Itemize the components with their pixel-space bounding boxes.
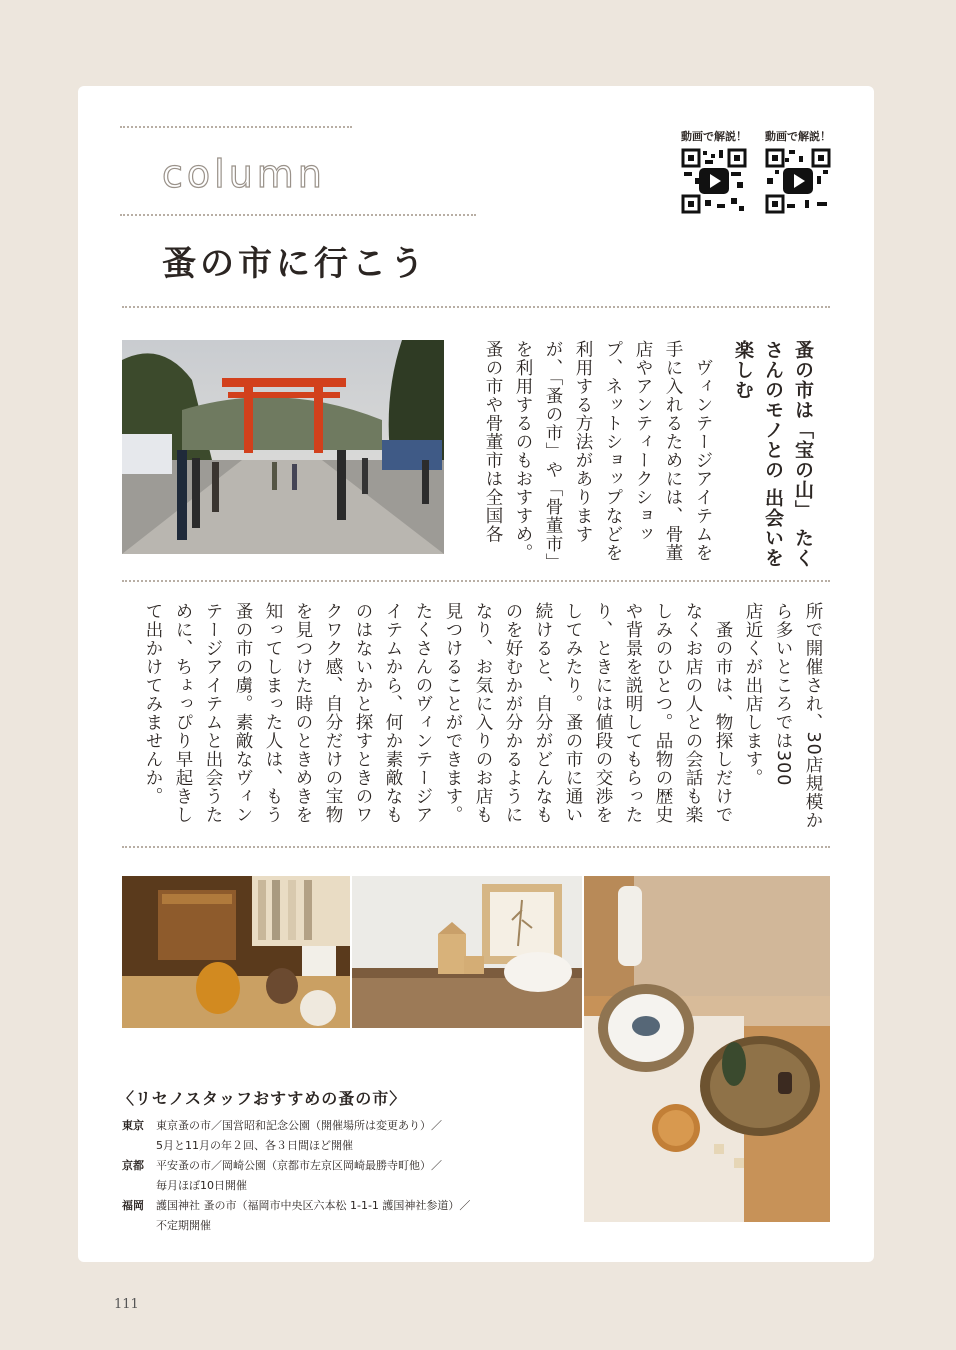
city-label: 福岡 [122,1199,144,1212]
page-number: 111 [114,1297,139,1312]
recommend-title: 〈リセノスタッフおすすめの蚤の市〉 [118,1089,407,1108]
page-card [78,86,874,1262]
article-text-top: ヴィンテージアイテムを 手に入れるためには、骨董 店やアンティークショッ プ、ネットショップなどを 利用する方法があります が、「蚤の市」や「骨董市」 を利用するのもおすすめ。 蚤の市や骨董市は全国各 [483,340,713,572]
qr-label: 動画で解説！ [765,130,831,143]
article-text-bottom: 所で開催され、30店規模か ら多いところでは300 店近くが出店します。 蚤の市は、物探しだけで なくお店の人との会話も楽 しみのひとつ。品物の歴史 や背景を説明してもらった り、ときには値段の交渉を してみたり。蚤の市に通い 続けると、自分がどんなも のを好むかが分かるように なり、お気に入りのお店も 見つけることができます。 たくさんのヴィンテージア イテムから、何か素敵なも のはないかと探すときのワ クワク感、自分だけの宝物 を見つけた時のときめきを 知ってしまった人は、もう 蚤の市の虜。素敵なヴィン テージアイテムと出会うた めに、ちょっぴり早起きし て出かけてみませんか。 [143,602,823,830]
market-schedule: 5月と11月の年２回、各３日間ほど開催 [156,1139,353,1152]
recommend-list [122,1116,502,1236]
city-label: 東京 [122,1119,144,1132]
qr-code-icon[interactable] [681,148,747,214]
list-item [122,1196,502,1236]
dotted-rule-middle [122,580,830,582]
market-schedule: 不定期開催 [156,1219,211,1232]
market-schedule: 毎月ほぼ10日開催 [156,1179,247,1192]
qr-video-2[interactable] [762,128,834,214]
dotted-rule-mid [120,214,476,216]
market-detail: 東京蚤の市／国営昭和記念公園（開催場所は変更あり）／ [156,1119,442,1132]
shrine-flea-market-photo [122,340,444,554]
dotted-rule-lower [122,846,830,848]
city-label: 京都 [122,1159,144,1172]
column-label: column [162,152,326,196]
dotted-rule-top [120,126,352,128]
page-title: 蚤の市に行こう [162,244,428,284]
dotted-rule-under-title [122,306,830,308]
article-subhead: 蚤の市は「宝の山」 たくさんのモノとの 出会いを楽しむ [732,340,814,568]
antique-shelf-photo [122,876,350,1028]
wooden-houses-photo [352,876,582,1028]
qr-video-1[interactable] [678,128,750,214]
market-detail: 平安蚤の市／岡崎公園（京都市左京区岡崎最勝寺町他）／ [156,1159,442,1172]
list-item [122,1156,502,1196]
qr-code-icon[interactable] [765,148,831,214]
tray-display-photo [584,876,830,1222]
list-item [122,1116,502,1156]
qr-label: 動画で解説！ [681,130,747,143]
market-detail: 護国神社 蚤の市（福岡市中央区六本松 1-1-1 護国神社参道）／ [156,1199,471,1212]
